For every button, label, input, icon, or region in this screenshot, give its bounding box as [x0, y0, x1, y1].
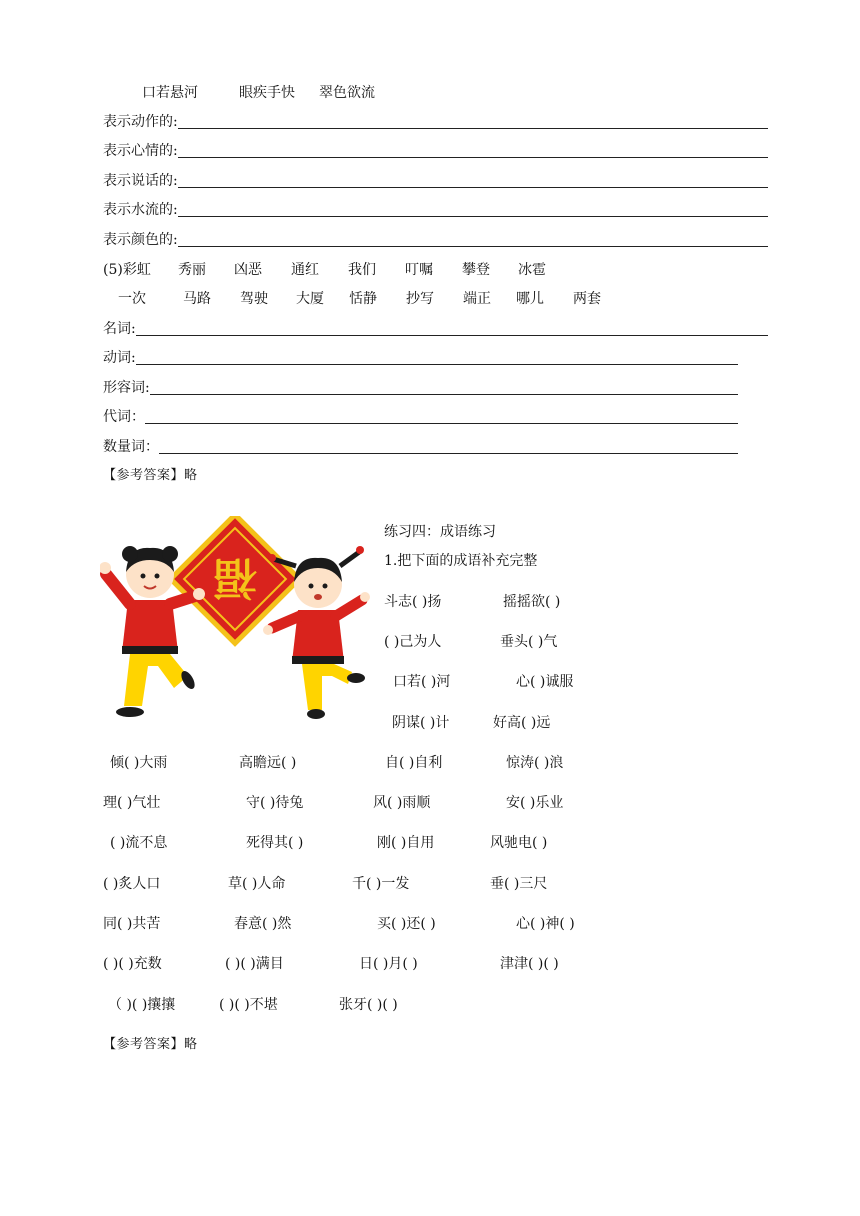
idiom-blank[interactable]: 摇摇欲( ): [503, 594, 561, 610]
reference-answer: 【参考答案】略: [103, 468, 198, 483]
fill-line-color[interactable]: [103, 231, 768, 249]
idiom-blank[interactable]: 春意( )然: [234, 916, 292, 932]
idiom-blank[interactable]: 买( )还( ): [377, 916, 436, 932]
idiom-blank[interactable]: 日( )月( ): [359, 956, 418, 972]
idiom-word-3: 翠色欲流: [319, 85, 375, 101]
reference-answer: 【参考答案】略: [103, 1037, 198, 1052]
idiom-blank[interactable]: ( )( )充数: [103, 956, 162, 972]
idiom-blank[interactable]: 倾( )大雨: [110, 755, 168, 771]
exercise-question-1: 1.把下面的成语补充完整: [384, 553, 538, 569]
svg-text:福: 福: [213, 552, 257, 603]
idiom-blank[interactable]: ( )己为人: [384, 634, 442, 650]
fill-line-speech[interactable]: [103, 172, 768, 190]
q5-word: 一次: [118, 291, 146, 307]
fill-line-verb[interactable]: [103, 349, 738, 367]
fill-line-label: 代词：: [103, 409, 145, 425]
idiom-blank[interactable]: ( )( )满目: [225, 956, 284, 972]
fill-line-action[interactable]: [103, 113, 768, 131]
fill-line-label: 表示动作的:: [103, 114, 178, 130]
q5-word: 哪儿: [516, 291, 544, 307]
idiom-blank[interactable]: 高瞻远( ): [239, 755, 297, 771]
idiom-blank[interactable]: ( )流不息: [110, 835, 168, 851]
idiom-blank[interactable]: 好高( )远: [493, 715, 551, 731]
fill-line-pronoun[interactable]: [103, 408, 738, 426]
idiom-blank[interactable]: 斗志( )扬: [384, 594, 442, 610]
q5-word: 端正: [463, 291, 491, 307]
q5-word: 两套: [573, 291, 601, 307]
idiom-blank[interactable]: 自( )自利: [385, 755, 443, 771]
idiom-blank[interactable]: （ )( )攘攘: [108, 997, 176, 1013]
fill-line-label: 表示水流的:: [103, 202, 178, 218]
idiom-blank[interactable]: 心( )诚服: [516, 674, 574, 690]
q5-word: 攀登: [462, 262, 490, 278]
idiom-blank[interactable]: 同( )共苦: [103, 916, 161, 932]
q5-word: (5)彩虹: [103, 262, 151, 278]
q5-word: 马路: [183, 291, 211, 307]
idiom-blank[interactable]: 垂( )三尺: [490, 876, 548, 892]
q5-word: 叮嘱: [405, 262, 433, 278]
idiom-blank[interactable]: 心( )神( ): [516, 916, 575, 932]
fill-line-mood[interactable]: [103, 142, 768, 160]
idiom-blank[interactable]: ( )( )不堪: [219, 997, 278, 1013]
new-year-kids-illustration: [100, 516, 372, 724]
idiom-blank[interactable]: 阴谋( )计: [392, 715, 450, 731]
idiom-blank[interactable]: 理( )气壮: [103, 795, 161, 811]
idiom-blank[interactable]: 草( )人命: [228, 876, 286, 892]
idiom-blank[interactable]: 刚( )自用: [377, 835, 435, 851]
idiom-blank[interactable]: 惊涛( )浪: [506, 755, 564, 771]
fill-line-label: 数量词：: [103, 439, 159, 455]
q5-word: 抄写: [406, 291, 434, 307]
fill-line-label: 表示说话的:: [103, 173, 178, 189]
q5-word: 通红: [291, 262, 319, 278]
idiom-blank[interactable]: 死得其( ): [246, 835, 304, 851]
idiom-blank[interactable]: 千( )一发: [352, 876, 410, 892]
idiom-blank[interactable]: 垂头( )气: [500, 634, 558, 650]
idiom-blank[interactable]: 安( )乐业: [506, 795, 564, 811]
q5-word: 大厦: [296, 291, 324, 307]
idiom-blank[interactable]: 口若( )河: [393, 674, 451, 690]
q5-word: 驾驶: [240, 291, 268, 307]
fill-line-noun[interactable]: [103, 320, 768, 338]
idiom-blank[interactable]: 张牙( )( ): [339, 997, 398, 1013]
fill-line-water[interactable]: [103, 201, 768, 219]
q5-word: 恬静: [349, 291, 377, 307]
exercise-title: 练习四：成语练习: [384, 524, 496, 540]
q5-word: 冰雹: [518, 262, 546, 278]
idiom-word-1: 口若悬河: [142, 85, 198, 101]
fill-line-quantifier[interactable]: [103, 438, 738, 456]
q5-word: 凶恶: [234, 262, 262, 278]
idiom-blank[interactable]: 风驰电( ): [490, 835, 548, 851]
idiom-blank[interactable]: 津津( )( ): [500, 956, 559, 972]
idiom-blank[interactable]: 风( )雨顺: [373, 795, 431, 811]
fill-line-label: 名词:: [103, 321, 136, 337]
fill-line-label: 表示颜色的:: [103, 232, 178, 248]
fill-line-label: 表示心情的:: [103, 143, 178, 159]
q5-word: 我们: [348, 262, 376, 278]
q5-word: 秀丽: [178, 262, 206, 278]
fu-character-new-year-kids-icon: [100, 516, 372, 724]
fill-line-label: 形容词:: [103, 380, 150, 396]
idiom-blank[interactable]: ( )炙人口: [103, 876, 161, 892]
idiom-word-2: 眼疾手快: [239, 85, 295, 101]
idiom-blank[interactable]: 守( )待兔: [246, 795, 304, 811]
fill-line-adjective[interactable]: [103, 379, 738, 397]
fill-line-label: 动词:: [103, 350, 136, 366]
